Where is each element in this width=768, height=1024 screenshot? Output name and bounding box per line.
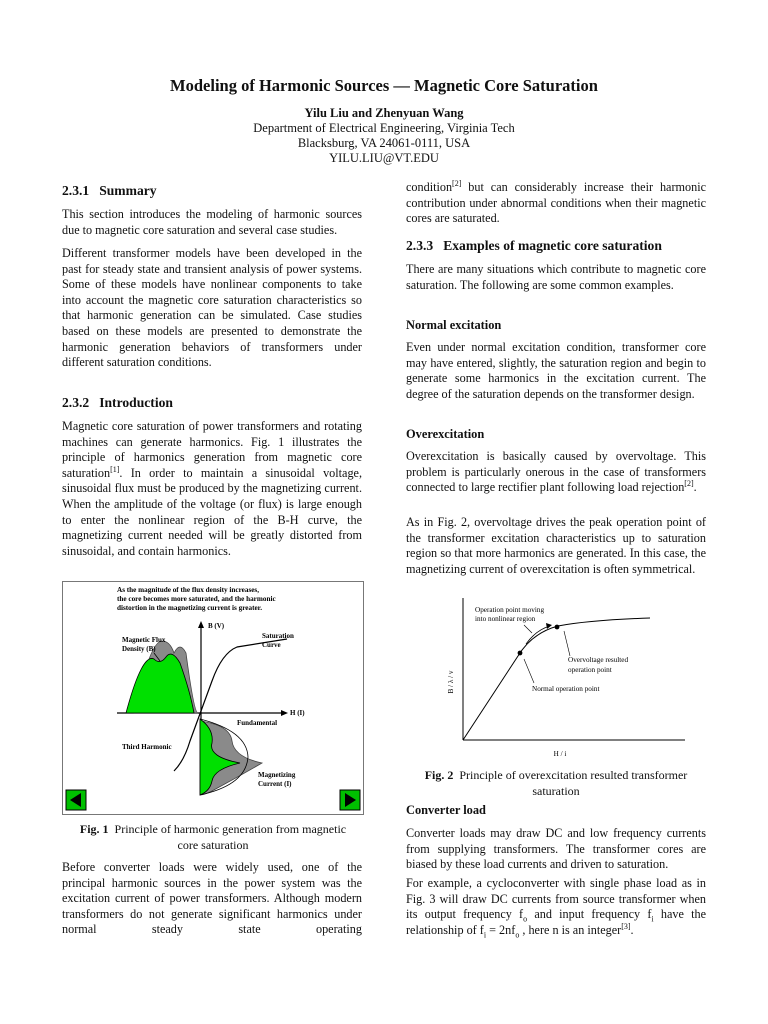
fig1-prev-button[interactable]	[66, 790, 86, 810]
fig2-moving-label-1: Operation point moving	[475, 606, 545, 614]
third-harmonic-label: Third Harmonic	[122, 743, 172, 751]
fig2-caption: Fig. 2 Principle of overexcitation resulted transformer saturation	[424, 768, 688, 798]
fig1-note-line-1: As the magnitude of the flux density increases,	[117, 586, 260, 594]
summary-paragraph-1: This section introduces the modeling of harmonic sources due to magnetic core saturation and several case studies.	[62, 207, 362, 237]
fundamental-label: Fundamental	[237, 719, 278, 727]
current-label-2: Current (I)	[258, 780, 292, 788]
examples-paragraph-1: There are many situations which contribute to magnetic core saturation. The following are some common examples.	[406, 262, 706, 292]
intro-paragraph-1: Magnetic core saturation of power transformers and rotating machines can generate harmonics. Fig. 1 illustrates the principle of harmonics generation from magnetic core saturation[1]. In order to maintain a sinusoidal voltage, sinusoidal flux must be produced by the magnetizing current. When the amplitude of the voltage (or flux) is large enough to enter the nonlinear region of the B-H curve, the magnetizing current needed will be greatly distorted from sinusoidal, and contain harmonics.	[62, 419, 362, 558]
fig2-y-axis-label: B / λ / v	[447, 670, 455, 694]
fig1-note-line-2: the core becomes more saturated, and the harmonic	[117, 595, 276, 603]
normal-excitation-paragraph: Even under normal excitation condition, transformer core may have entered, slightly, the saturation region and begin to generate some harmonics in the excitation current. The degree of the saturation depends on the transformer design.	[406, 340, 706, 401]
section-heading-introduction: 2.3.2 Introduction	[62, 395, 173, 410]
summary-paragraph-2: Different transformer models have been developed in the past for steady state and transient analysis of power systems. Some of these models have nonlinear components to take into account the magnetic core saturation characteristics so that harmonic generation can be simulated. Case studies based on these models are presented to demonstrate the harmonic generation behaviors of transformers under different saturation conditions.	[62, 246, 362, 370]
paper-title: Modeling of Harmonic Sources — Magnetic Core Saturation	[170, 76, 598, 95]
fig1-h-axis-label: H (I)	[290, 709, 305, 717]
converter-paragraph-1: Converter loads may draw DC and low frequency currents from supplying transformers. The transformer cores are biased by these load currents and driven to saturation.	[406, 826, 706, 872]
figure-2	[440, 598, 690, 763]
fig2-x-axis-label: H / i	[553, 750, 567, 758]
citation-ref-1: [1]	[110, 464, 120, 474]
section-heading-examples: 2.3.3 Examples of magnetic core saturation	[406, 238, 662, 253]
fig2-over-label-1: Overvoltage resulted	[568, 656, 629, 664]
flux-label-1: Magnetic Flux	[122, 636, 166, 644]
sat-label-1: Saturation	[262, 632, 294, 640]
fig2-over-label-2: operation point	[568, 666, 612, 674]
flux-label-2: Density (B)	[122, 645, 156, 653]
fig1-caption: Fig. 1 Principle of harmonic generation from magnetic core saturation	[79, 822, 347, 852]
overexcitation-paragraph-1: Overexcitation is basically caused by overvoltage. This problem is particularly onerous in the case of transformers connected to large rectifier plant following load rejection[2].	[406, 449, 706, 495]
current-label-1: Magnetizing	[258, 771, 296, 779]
fig1-note-line-3: distortion in the magnetizing current is greater.	[117, 604, 262, 612]
fig2-normal-label: Normal operation point	[532, 685, 600, 693]
citation-ref-over: [2]	[684, 479, 694, 489]
affiliation-dept: Department of Electrical Engineering, Virginia Tech	[253, 121, 515, 135]
sat-label-2: Curve	[262, 641, 281, 649]
citation-ref-2: [2]	[452, 178, 462, 188]
citation-ref-3: [3]	[621, 921, 631, 931]
normal-operation-point	[518, 651, 523, 656]
excitation-curve	[463, 618, 650, 740]
subheading-overexcitation: Overexcitation	[406, 427, 485, 441]
section-heading-summary: 2.3.1 Summary	[62, 183, 157, 198]
intro-paragraph-2: Before converter loads were widely used, one of the principal harmonic sources in the power system was the excitation current of power transformers. Although modern transformers do not generate significant harmonics under normal steady state operating	[62, 860, 362, 937]
figure-1	[62, 581, 364, 815]
fig1-next-button[interactable]	[340, 790, 360, 810]
converter-paragraph-2: For example, a cycloconverter with single phase load as in Fig. 3 will draw DC currents from source transformer when its output frequency $f_o$ and input frequency $f_i$ have the relationship of $f_i = 2nf_o$ , here n is an integer[3].	[406, 876, 706, 940]
overvoltage-operation-point	[555, 625, 560, 630]
authors: Yilu Liu and Zhenyuan Wang	[304, 106, 464, 120]
affiliation-email: YILU.LIU@VT.EDU	[329, 151, 439, 165]
subheading-normal-excitation: Normal excitation	[406, 318, 502, 332]
fig1-b-axis-label: B (V)	[208, 622, 225, 630]
affiliation-address: Blacksburg, VA 24061-0111, USA	[297, 136, 471, 150]
overexcitation-paragraph-2: As in Fig. 2, overvoltage drives the peak operation point of the transformer excitation characteristics up to saturation region so that more harmonics are generated. In this case, the magnetizing current of overexcitation is often symmetrical.	[406, 515, 706, 576]
fig2-moving-label-2: into nonlinear region	[475, 615, 536, 623]
subheading-converter-load: Converter load	[406, 803, 486, 817]
intro-paragraph-2-continued: condition[2] but can considerably increase their harmonic contribution under abnormal conditions when their magnetic cores are saturated.	[406, 178, 706, 226]
